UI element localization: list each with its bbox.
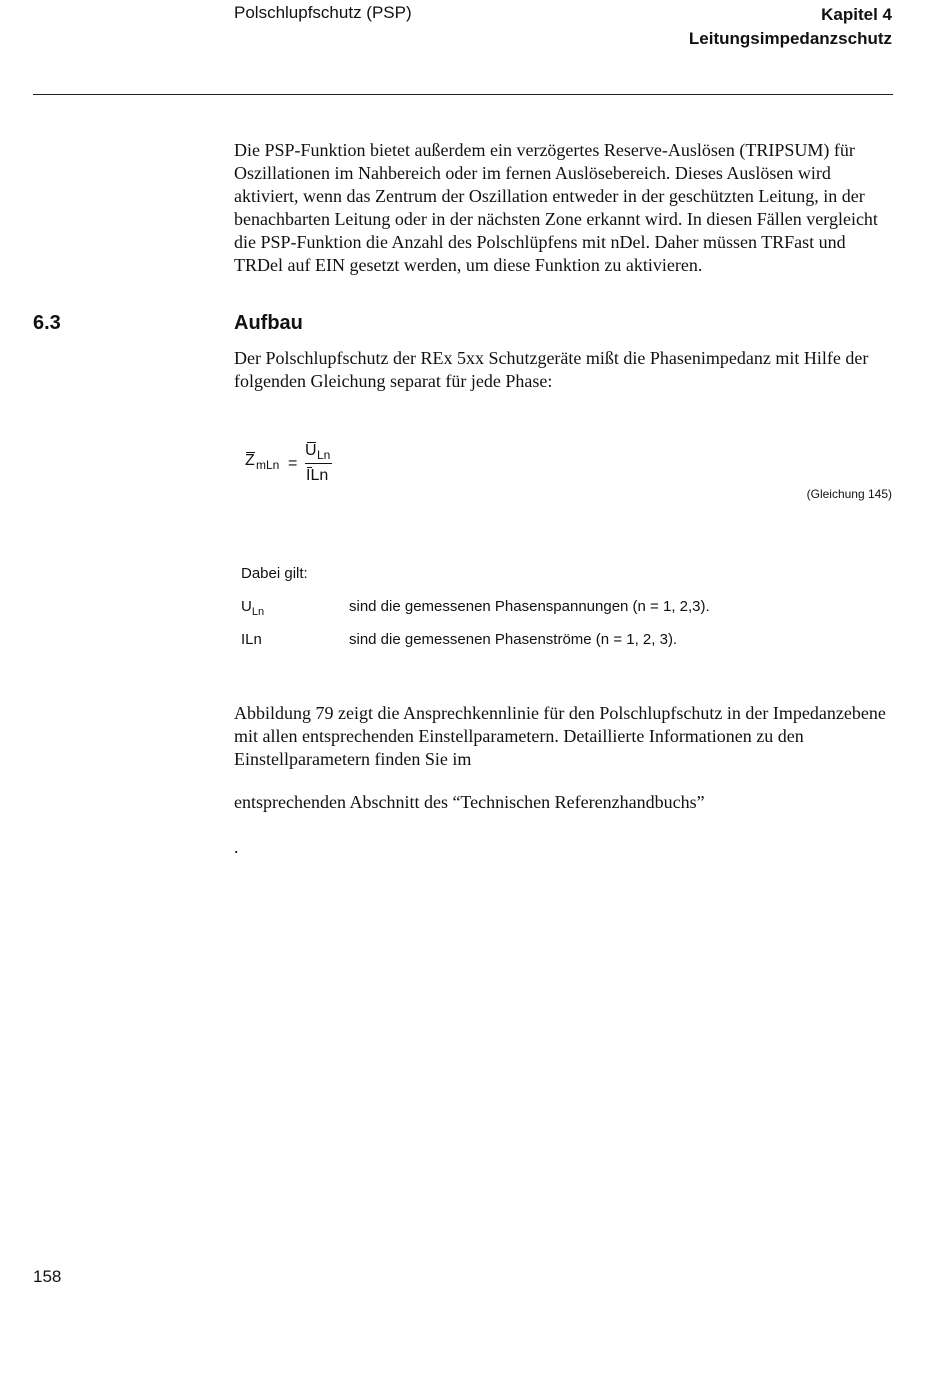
closing-paragraph: Abbildung 79 zeigt die Ansprechkennlinie für den Polschlupfschutz in der Impedanzebene mit allen entsprechenden Einstellparametern. Detaillierte Informationen zu den Einstellparametern finden Sie im	[234, 703, 886, 769]
header-rule	[33, 94, 893, 95]
chapter-number: Kapitel 4	[821, 5, 892, 24]
formula-lhs-subscript: mLn	[256, 458, 280, 472]
running-header-left: Polschlupfschutz (PSP)	[234, 3, 412, 22]
formula-denominator: ILn	[306, 467, 329, 484]
definition-symbol	[241, 598, 265, 618]
formula-numerator-subscript: Ln	[317, 448, 331, 462]
formula-numerator-overbar	[307, 442, 316, 443]
intro-paragraph: Die PSP-Funktion bietet außerdem ein verzögertes Reserve-Auslösen (TRIPSUM) für Oszillationen im Nahbereich oder im fernen Auslösebereich. Dieses Auslösen wird aktiviert, wenn das Zentrum der Oszillation entweder in der geschützten Leitung, in der benachbarten Leitung oder in der nächsten Zone erkannt wird. In diesen Fällen vergleicht die PSP-Funktion die Anzahl des Polschlüpfens mit nDel. Daher müssen TRFast und TRDel auf EIN gesetzt werden, um diese Funktion zu aktivieren.	[234, 140, 878, 275]
section-number: 6.3	[33, 312, 61, 334]
section-title: Aufbau	[234, 312, 303, 334]
definition-symbol-subscript: Ln	[251, 606, 265, 618]
page-number: 158	[33, 1267, 62, 1286]
definition-text: sind die gemessenen Phasenspannungen (n = 1, 2,3).	[349, 598, 710, 615]
equation-label: (Gleichung 145)	[806, 487, 892, 501]
section-paragraph: Der Polschlupfschutz der REx 5xx Schutzgeräte mißt die Phasenimpedanz mit Hilfe der folgenden Gleichung separat für jede Phase:	[234, 348, 869, 391]
definition-symbol-base: U	[241, 598, 252, 615]
formula-fraction-bar	[305, 463, 332, 464]
formula-numerator: U	[305, 442, 317, 459]
formula-denominator-overbar	[307, 467, 312, 468]
formula-equals: =	[288, 455, 298, 472]
closing-paragraph-reference: entsprechenden Abschnitt des “Technischen Referenzhandbuchs”	[234, 792, 705, 812]
running-header-right	[689, 3, 892, 51]
definition-text: sind die gemessenen Phasenströme (n = 1, 2, 3).	[349, 631, 678, 648]
formula-lhs: Z	[245, 452, 255, 469]
impedance-formula	[245, 440, 365, 490]
definitions-intro: Dabei gilt:	[241, 565, 308, 582]
formula-lhs-overbar	[246, 452, 255, 453]
definition-symbol: ILn	[241, 631, 262, 648]
closing-period: .	[234, 837, 239, 857]
chapter-title: Leitungsimpedanzschutz	[688, 29, 892, 48]
